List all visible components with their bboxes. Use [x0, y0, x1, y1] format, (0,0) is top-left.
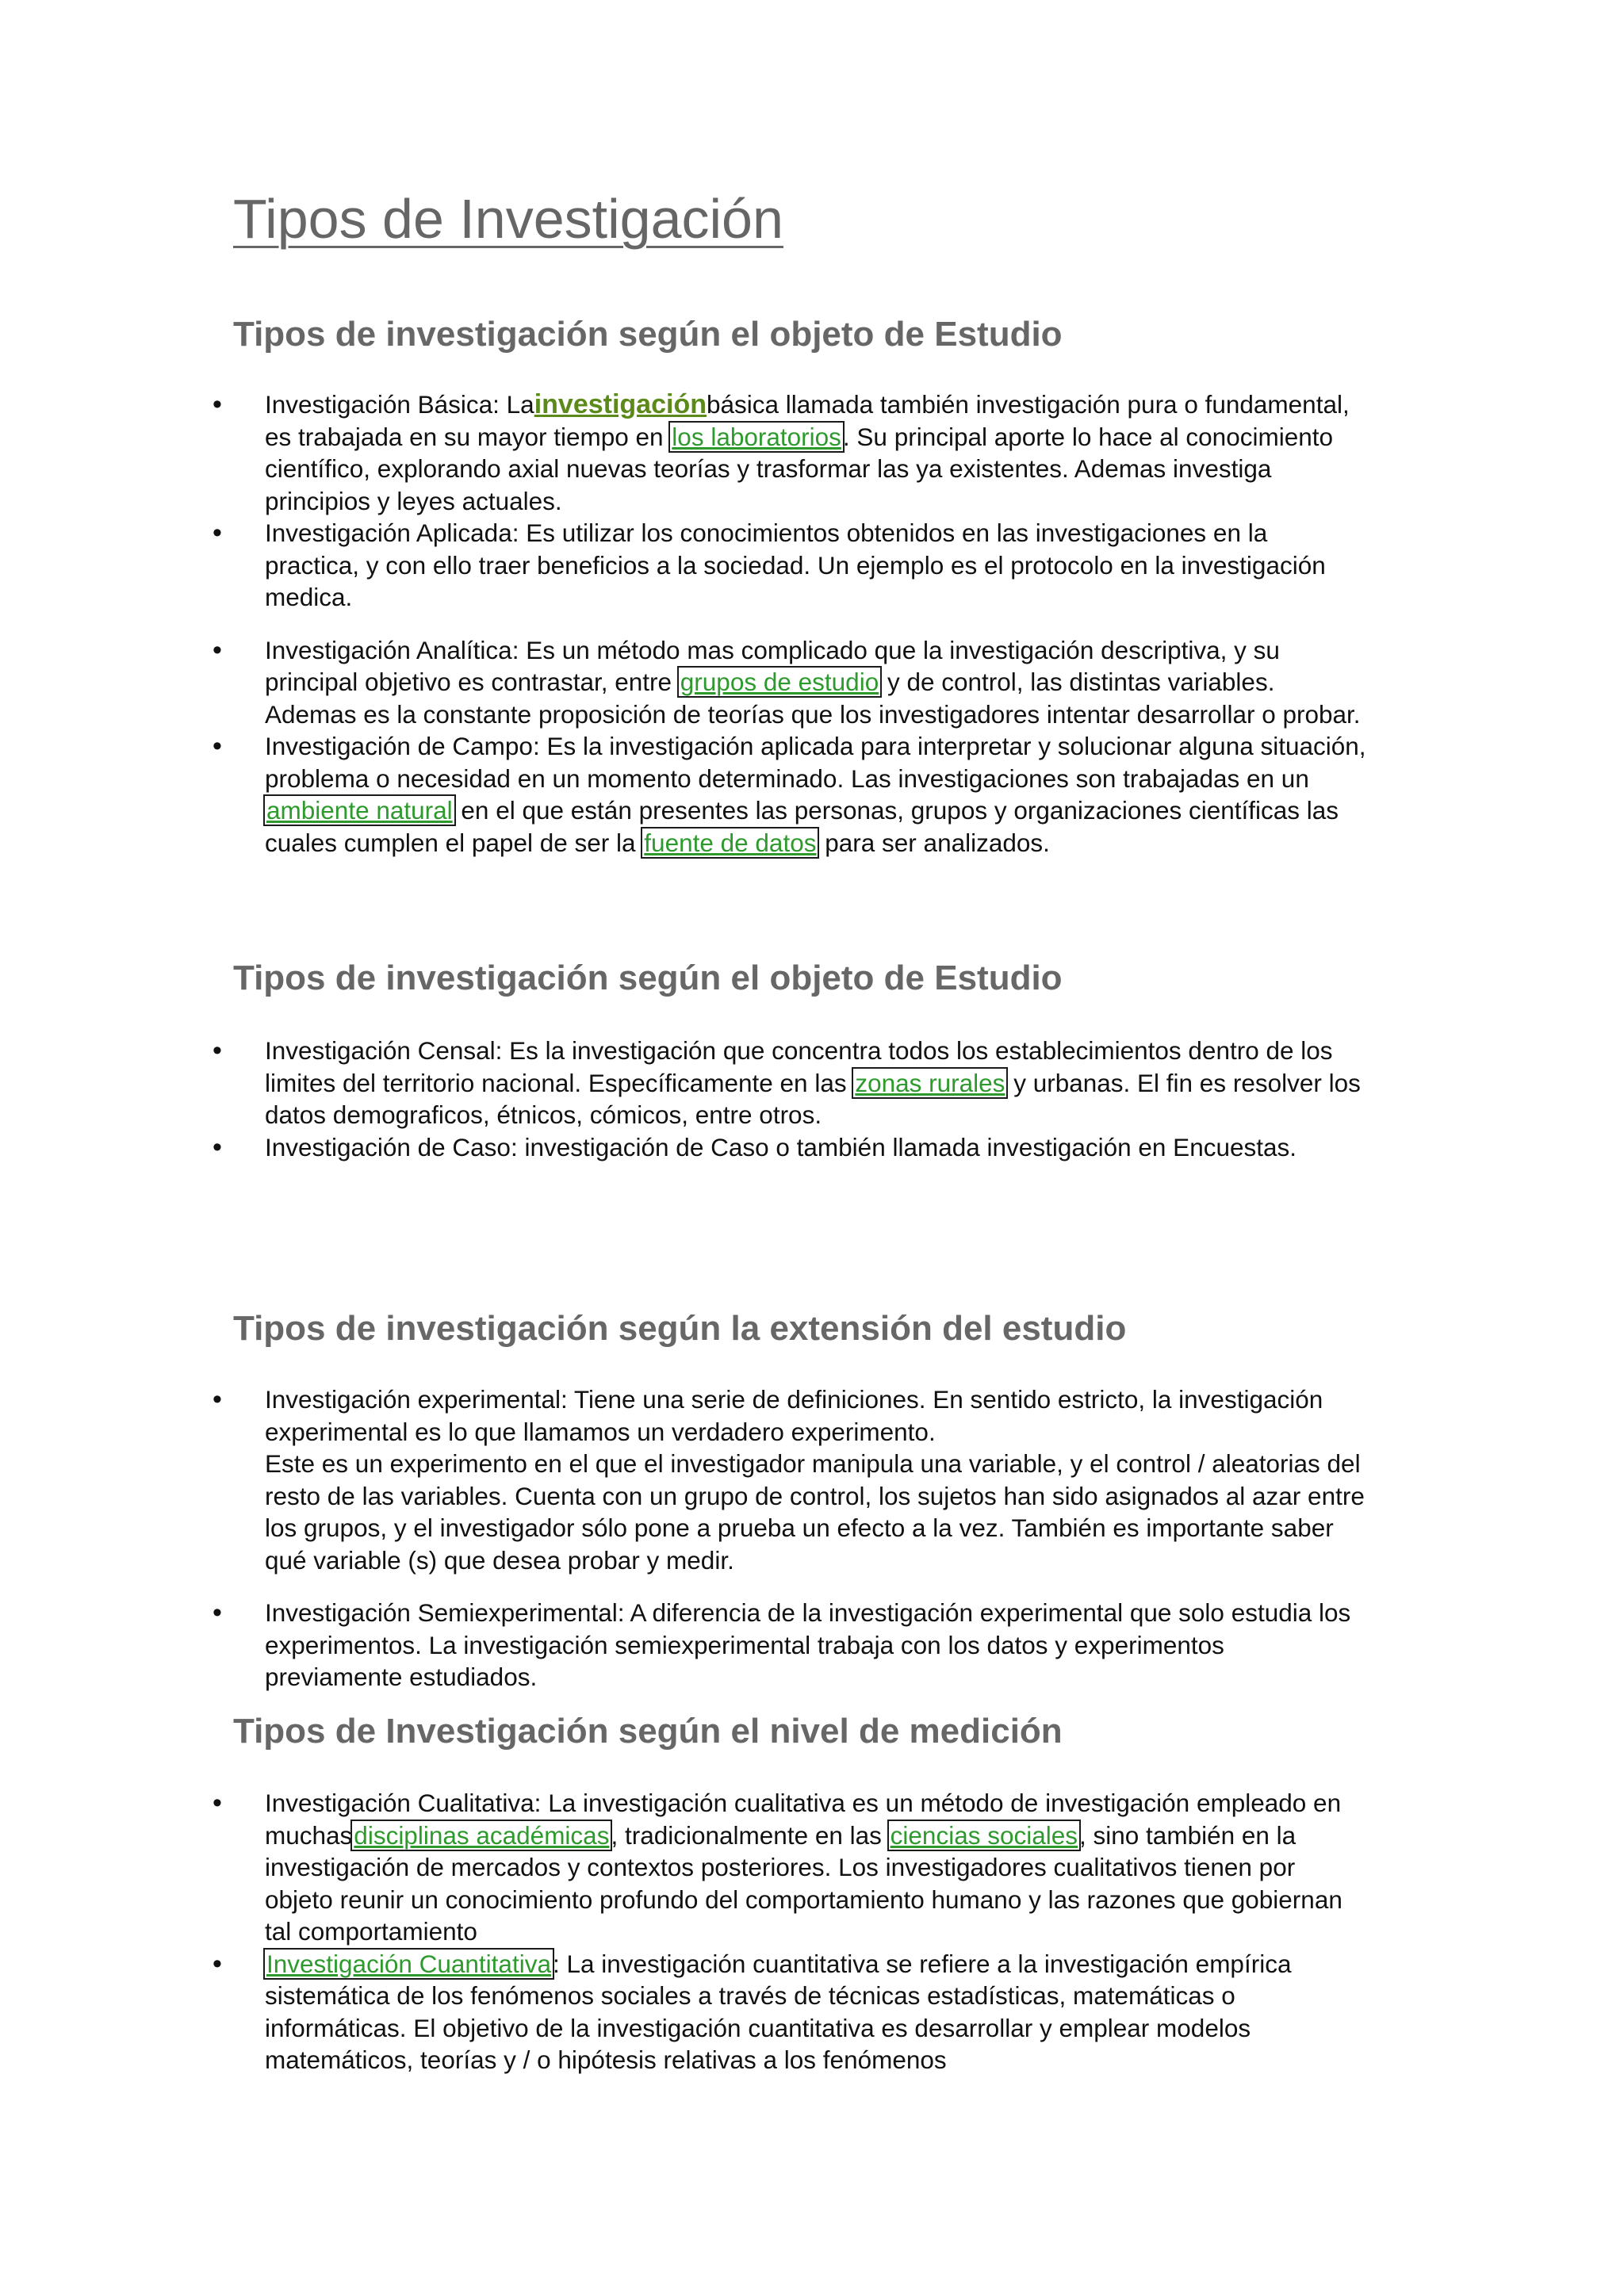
link-ambiente-natural[interactable]: ambiente natural	[266, 796, 453, 825]
link-los-laboratorios[interactable]: los laboratorios	[672, 422, 841, 451]
list-item-analitica: • Investigación Analítica: Es un método mas complicado que la investigación descriptiva, y su principal objetivo es contrastar, entre grupos de estudio y de control, las distintas variables. Ademas es la constante proposición de teorías que los investigadores intentar desarrollar o probar.	[265, 634, 1367, 731]
link-investigacion[interactable]: investigación	[534, 389, 707, 419]
list-item-caso: • Investigación de Caso: investigación de Caso o también llamada investigación en Encuestas.	[265, 1131, 1367, 1164]
link-disciplinas-academicas[interactable]: disciplinas académicas	[354, 1820, 610, 1850]
section-heading-extension: Tipos de investigación según la extensión del estudio	[233, 1309, 1127, 1348]
section-heading-objeto-estudio: Tipos de investigación según el objeto de Estudio	[233, 315, 1063, 354]
link-zonas-rurales[interactable]: zonas rurales	[855, 1068, 1005, 1097]
list-item-cualitativa: • Investigación Cualitativa: La investigación cualitativa es un método de investigación empleado en muchasdisciplinas académicas, tradicionalmente en las ciencias sociales, sino también en la investigación de mercados y contextos posteriores. Los investigadores cualitativos tienen por objeto reunir un conocimiento profundo del comportamiento humano y las razones que gobiernan tal comportamiento	[265, 1787, 1367, 1948]
link-ciencias-sociales[interactable]: ciencias sociales	[890, 1820, 1078, 1850]
section-list-objeto-estudio	[265, 388, 1367, 859]
link-grupos-de-estudio[interactable]: grupos de estudio	[680, 668, 879, 696]
list-item-experimental: • Investigación experimental: Tiene una serie de definiciones. En sentido estricto, la investigación experimental es lo que llamamos un verdadero experimento. Este es un experimento en el que el investigador manipula una variable, y el control / aleatorias del resto de las variables. Cuenta con un grupo de control, los sujetos han sido asignados al azar entre los grupos, y el investigador sólo pone a prueba un efecto a la vez. También es importante saber qué variable (s) que desea probar y medir.	[265, 1383, 1367, 1576]
section-list-extension	[265, 1383, 1367, 1693]
list-item-semiexperimental: • Investigación Semiexperimental: A diferencia de la investigación experimental que solo estudia los experimentos. La investigación semiexperimental trabaja con los datos y experimentos previamente estudiados.	[265, 1597, 1367, 1693]
section-heading-nivel-medicion: Tipos de Investigación según el nivel de medición	[233, 1712, 1063, 1751]
list-item-cuantitativa: • Investigación Cuantitativa: La investigación cuantitativa se refiere a la investigación empírica sistemática de los fenómenos sociales a través de técnicas estadísticas, matemáticas o informáticas. El objetivo de la investigación cuantitativa es desarrollar y emplear modelos matemáticos, teorías y / o hipótesis relativas a los fenómenos	[265, 1948, 1367, 2076]
section-list-nivel-medicion	[265, 1787, 1367, 2076]
list-item-censal: • Investigación Censal: Es la investigación que concentra todos los establecimientos dentro de los limites del territorio nacional. Específicamente en las zonas rurales y urbanas. El fin es resolver los datos demograficos, étnicos, cómicos, entre otros.	[265, 1035, 1367, 1131]
page-title: Tipos de Investigación	[233, 188, 783, 250]
section-heading-objeto-estudio-2: Tipos de investigación según el objeto de Estudio	[233, 959, 1063, 997]
list-item-basica: • Investigación Básica: Lainvestigaciónbásica llamada también investigación pura o fundamental, es trabajada en su mayor tiempo en los laboratorios. Su principal aporte lo hace al conocimiento científico, explorando axial nuevas teorías y trasformar las ya existentes. Ademas investiga principios y leyes actuales.	[265, 388, 1367, 517]
list-item-aplicada: • Investigación Aplicada: Es utilizar los conocimientos obtenidos en las investigaciones en la practica, y con ello traer beneficios a la sociedad. Un ejemplo es el protocolo en la investigación medica.	[265, 517, 1367, 614]
section-list-objeto-estudio-2	[265, 1035, 1367, 1163]
list-item-campo: • Investigación de Campo: Es la investigación aplicada para interpretar y solucionar alguna situación, problema o necesidad en un momento determinado. Las investigaciones son trabajadas en un ambiente natural en el que están presentes las personas, grupos y organizaciones científicas las cuales cumplen el papel de ser la fuente de datos para ser analizados.	[265, 730, 1367, 859]
link-fuente-de-datos[interactable]: fuente de datos	[644, 828, 817, 857]
link-investigacion-cuantitativa[interactable]: Investigación Cuantitativa	[266, 1949, 551, 1978]
